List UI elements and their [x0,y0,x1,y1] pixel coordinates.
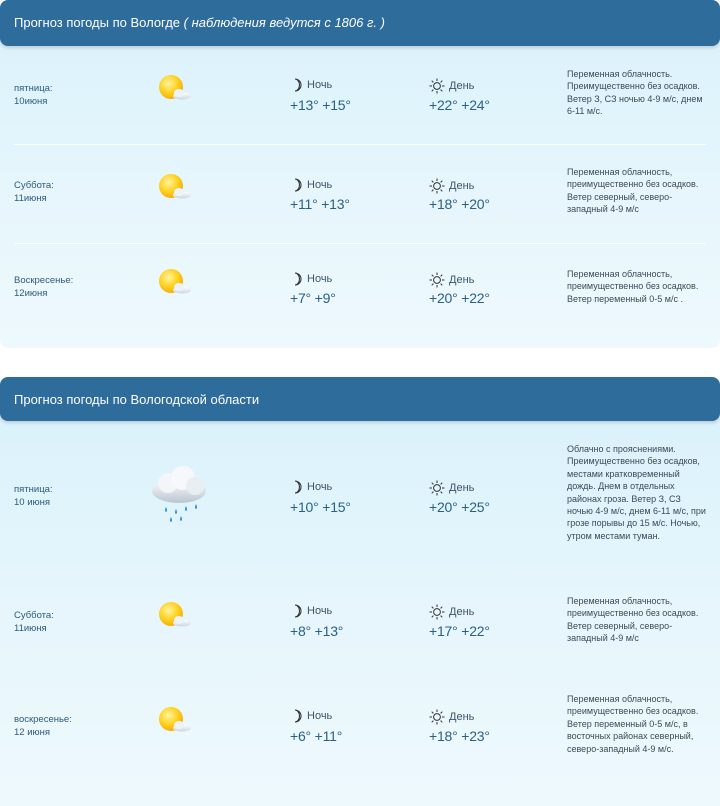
weekday-label: пятница: [14,83,53,94]
moon-icon [291,272,303,286]
night-label [291,709,332,723]
date-label: 10 июня [14,497,51,508]
night-label-text: Ночь [307,179,333,191]
sun-outline-icon [429,480,445,496]
day-name [14,274,73,300]
sun-outline-icon [429,709,445,725]
day-temperature: +18° +23° [429,728,490,744]
moon-icon [291,78,303,92]
date-label: 10июня [14,96,48,107]
day-name [14,82,53,108]
forecast-row [0,663,720,803]
weekday-label: Воскресенье: [14,275,74,286]
night-label [291,480,332,494]
day-name [14,713,72,739]
day-label [429,78,474,94]
sun-outline-icon [429,78,445,94]
weather-description: Переменная облачность, преимущественно без осадков. Ветер переменный 0-5 м/с . [567,269,699,304]
moon-icon [291,178,303,192]
night-label [291,604,332,618]
night-label-text: Ночь [307,605,333,617]
sun-outline-icon [429,272,445,288]
date-label: 11июня [14,623,47,634]
weekday-label: пятница: [14,484,53,495]
section-title-text: Прогноз погоды по Вологодской области [14,392,260,407]
partly-cloudy-sun-icon [154,266,194,298]
night-label-text: Ночь [307,710,333,722]
date-label: 12июня [14,288,48,299]
night-label-text: Ночь [307,481,333,493]
day-label [429,604,474,620]
weekday-label: Суббота: [14,610,54,621]
day-name [14,609,54,635]
section-header-bar [0,377,720,421]
weather-description: Переменная облачность, преимущественно без осадков. Ветер северный, северо-западный 4-9 м/с [567,167,699,215]
forecast-panel-vologda-region [0,377,720,806]
day-name [14,179,54,205]
section-subtitle: ( наблюдения ведутся с 1806 г. ) [183,15,385,30]
moon-icon [291,709,303,723]
day-label-text: День [449,711,475,723]
moon-icon [291,604,303,618]
forecast-panel-vologda [0,0,720,348]
day-label-text: День [449,80,475,92]
day-temperature: +18° +20° [429,196,490,212]
day-label-text: День [449,274,475,286]
weather-description: Облачно с прояснениями. Преимущественно без осадков, местами кратковременный дождь. Днем в отдельных районах гроза. Ветер З, СЗ ночью 4-9 м/с, днем 6-11 м/с, при грозе порывы до 15 м/с. Ночью, утром местами туман. [567,444,706,541]
day-temperature: +20° +25° [429,499,490,515]
day-label [429,480,474,496]
forecast-row [0,557,720,663]
forecast-row [0,145,720,243]
date-label: 12 июня [14,727,51,738]
night-temperature: +8° +13° [290,623,344,639]
night-temperature: +7° +9° [290,290,336,306]
day-label [429,709,474,725]
night-temperature: +13° +15° [290,97,351,113]
partly-cloudy-sun-icon [154,704,194,736]
sun-outline-icon [429,178,445,194]
day-temperature: +20° +22° [429,290,490,306]
date-label: 11июня [14,193,47,204]
weekday-label: Суббота: [14,180,54,191]
section-header-bar [0,0,720,46]
moon-icon [291,480,303,494]
weather-description: Переменная облачность, преимущественно без осадков. Ветер северный, северо-западный 4-9 м/с [567,596,699,644]
night-temperature: +10° +15° [290,499,351,515]
rain-cloud-icon [150,463,208,525]
day-temperature: +17° +22° [429,623,490,639]
night-label-text: Ночь [307,273,333,285]
day-label [429,178,474,194]
partly-cloudy-sun-icon [154,599,194,631]
night-label-text: Ночь [307,79,333,91]
day-label-text: День [449,180,475,192]
night-temperature: +6° +11° [290,728,343,744]
section-title-text: Прогноз погоды по Вологде [14,15,181,30]
day-name [14,483,53,509]
section-title [14,392,259,407]
night-temperature: +11° +13° [290,196,350,212]
day-label-text: День [449,482,475,494]
weekday-label: воскресенье: [14,714,72,725]
partly-cloudy-sun-icon [154,72,194,104]
night-label [291,78,332,92]
partly-cloudy-sun-icon [154,171,194,203]
sun-outline-icon [429,604,445,620]
section-title [14,15,385,30]
forecast-row [0,421,720,557]
weather-description: Переменная облачность, преимущественно без осадков. Ветер переменный 0-5 м/с, в восточных районах северный, северо-западный 4-9 м/с. [567,694,699,754]
night-label [291,178,332,192]
weather-description: Переменная облачность. Преимущественно без осадков. Ветер З, СЗ ночью 4-9 м/с, днем 6-11 м/с. [567,69,703,117]
day-label-text: День [449,606,475,618]
day-label [429,272,474,288]
forecast-row [0,244,720,344]
night-label [291,272,332,286]
forecast-row [0,46,720,144]
day-temperature: +22° +24° [429,97,490,113]
